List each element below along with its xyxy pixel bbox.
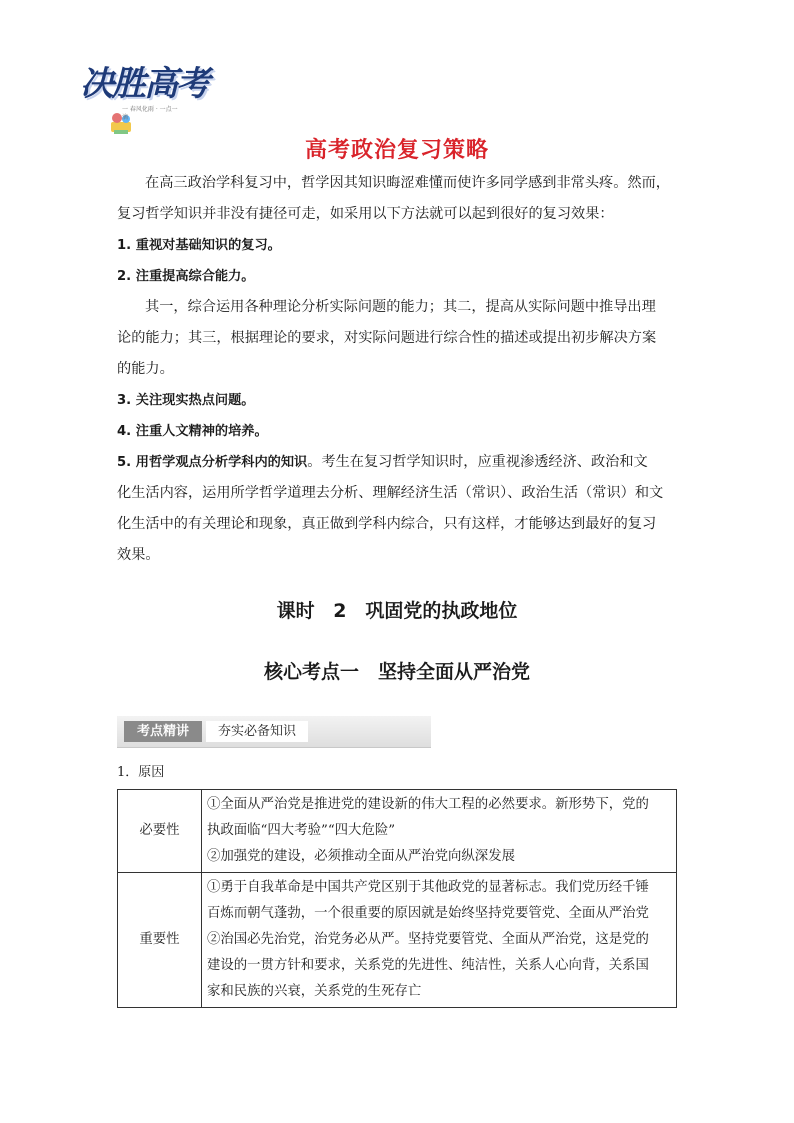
point-3: 3. 关注现实热点问题。: [117, 393, 255, 408]
section-label: 1．原因: [117, 765, 165, 780]
point-4: 4. 注重人文精神的培养。: [117, 424, 268, 439]
brand-logo: [78, 62, 208, 142]
row-category: 重要性: [118, 873, 202, 1008]
section-banner: [117, 716, 431, 748]
table-row: [118, 873, 677, 1008]
row-content: ①全面从严治党是推进党的建设新的伟大工程的必然要求。新形势下，党的 执政面临“四大考验”“四大危险” ②加强党的建设，必须推动全面从严治党向纵深发展: [202, 790, 677, 873]
table-row: [118, 790, 677, 873]
point-1: 1. 重视对基础知识的复习。: [117, 238, 281, 253]
document-title: 高考政治复习策略: [304, 138, 489, 163]
intro-line: 复习哲学知识并非没有捷径可走，如采用以下方法就可以起到很好的复习效果：: [117, 206, 614, 222]
banner-tag: 考点精讲: [124, 721, 202, 742]
row-content: ①勇于自我革命是中国共产党区别于其他政党的显著标志。我们党历经千锤 百炼而朝气蓬勃，一个很重要的原因就是始终坚持党要管党、全面从严治党 ②治国必先治党，治党务必从严。坚持党要管党、全面从严治党，这是党的 建设的一贯方针和要求，关系党的先进性、纯洁性，关系人心向背，关系国 家和民族的兴衰，关系党的生死存亡: [202, 873, 677, 1008]
logo-title: 决胜高考: [80, 64, 208, 104]
reasons-table: [117, 789, 677, 1008]
point-2-detail: 其一，综合运用各种理论分析实际问题的能力；其二，提高从实际问题中推导出理 论的能力；其三，根据理论的要求，对实际问题进行综合性的描述或提出初步解决方案 的能力。: [117, 299, 657, 377]
intro-line: 在高三政治学科复习中，哲学因其知识晦涩难懂而使许多同学感到非常头疼。然而，: [145, 175, 670, 191]
point-5-heading: 5. 用哲学观点分析学科内的知识: [117, 455, 308, 470]
banner-label: 夯实必备知识: [206, 721, 308, 742]
intro-paragraph: [117, 168, 677, 230]
point-5: 5. 用哲学观点分析学科内的知识。考生在复习哲学知识时，应重视渗透经济、政治和文 化生活内容，运用所学哲学道理去分析、理解经济生活（常识）、政治生活（常识）和文 化生活中的有关理论和现象，真正做到学科内综合，只有这样，才能够达到最好的复习 效果。: [117, 454, 664, 563]
point-2: 2. 注重提高综合能力。: [117, 269, 255, 284]
row-category: 必要性: [118, 790, 202, 873]
core-point-title: 核心考点一 坚持全面从严治党: [263, 661, 530, 683]
lesson-title: 课时 2 巩固党的执政地位: [276, 600, 518, 622]
logo-subtitle: 一 春风化雨 · 一点一滴: [122, 106, 178, 121]
